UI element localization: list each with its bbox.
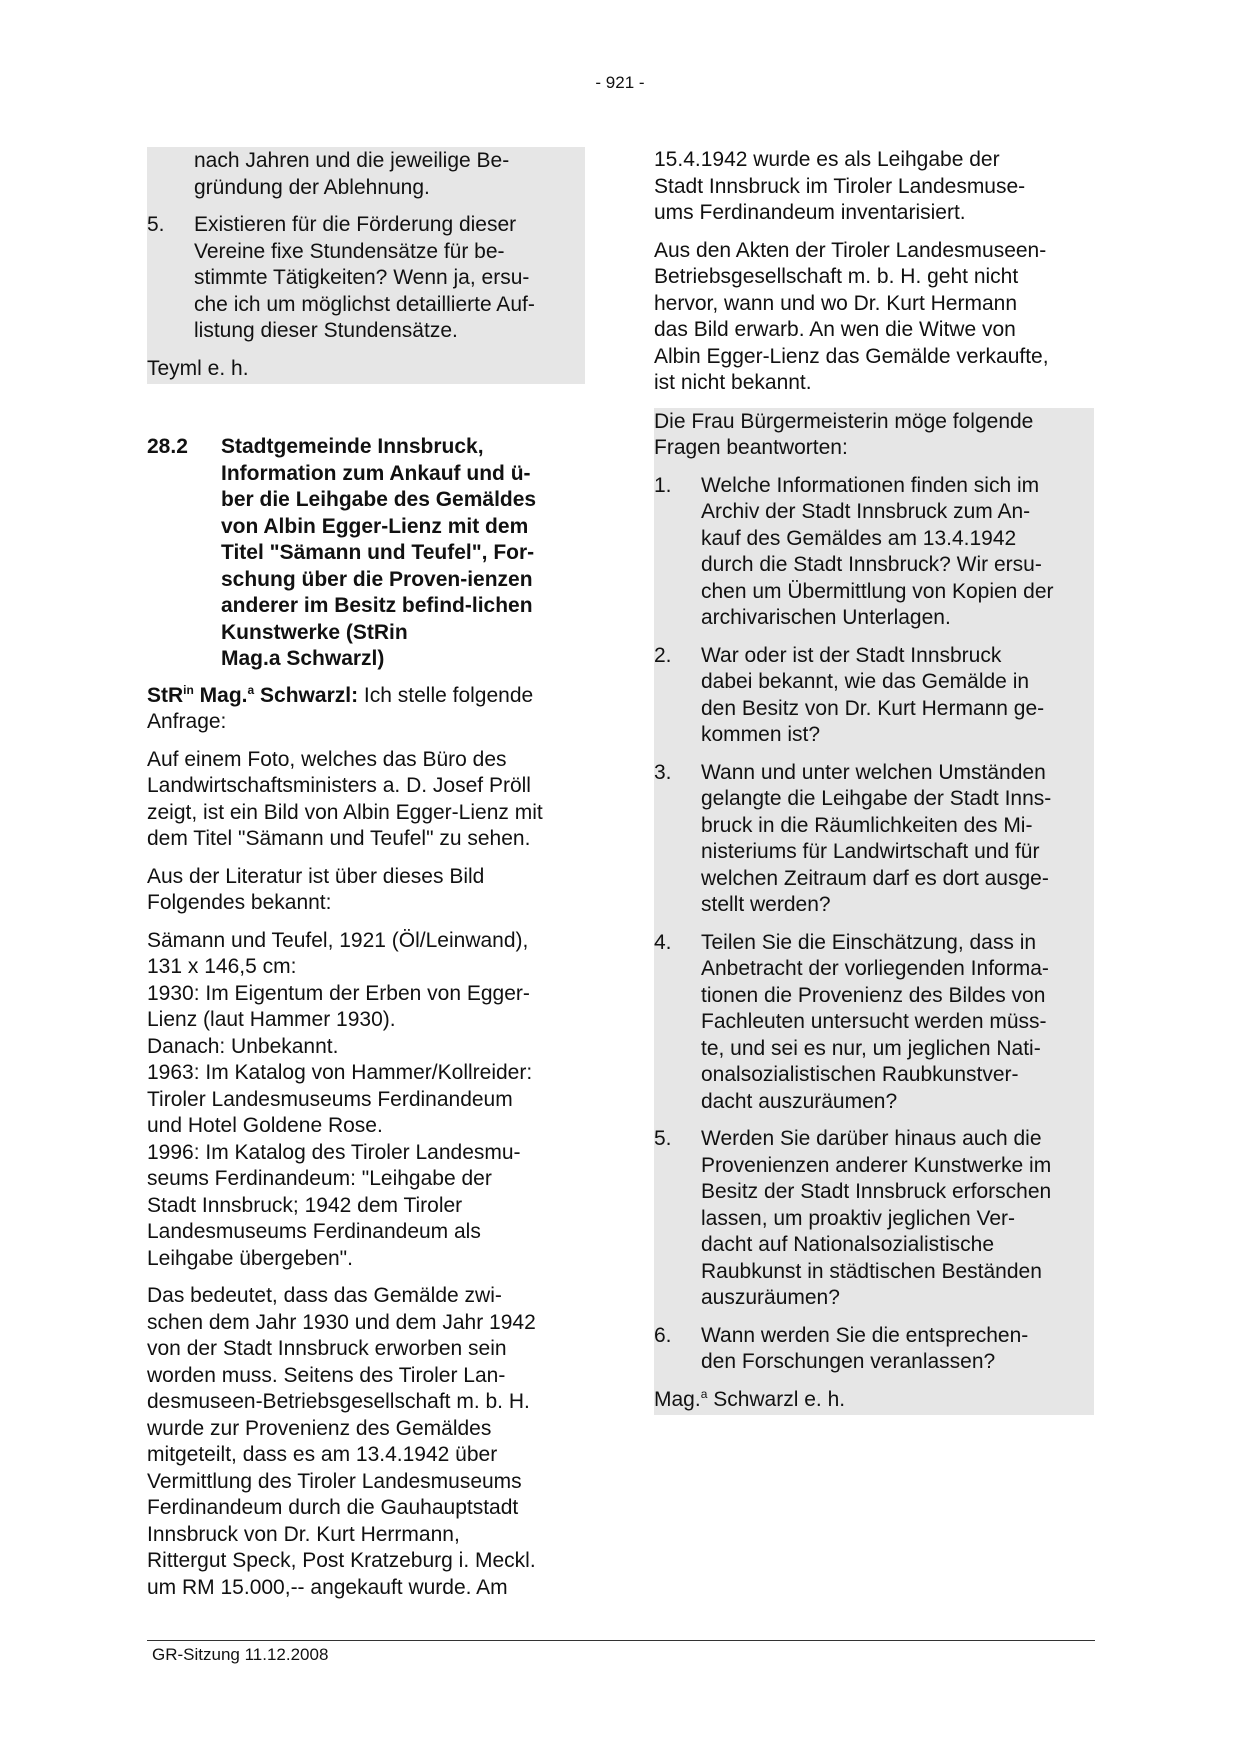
text-line: das Bild erwarb. An wen die Witwe von <box>654 318 1016 341</box>
question-text <box>701 643 1094 749</box>
text-line: dem Titel "Sämann und Teufel" zu sehen. <box>147 827 531 850</box>
previous-signature: Teyml e. h. <box>147 356 249 380</box>
text-line: Vereine fixe Stundensätze für be- <box>194 239 505 263</box>
text-line: Aus den Akten der Tiroler Landesmuseen- <box>654 238 1047 262</box>
text-line: Wann und unter welchen Umständen <box>701 760 1046 784</box>
text-line: wurde zur Provenienz des Gemäldes <box>147 1416 492 1440</box>
text-line: um RM 15.000,-- angekauft wurde. Am <box>147 1575 508 1599</box>
text-line: tionen die Provenienz des Bildes von <box>701 983 1046 1007</box>
text-line: che ich um möglichst detaillierte Auf- <box>194 292 535 316</box>
text-part: Schwarzl e. h. <box>707 1387 846 1411</box>
text-line: desmuseen-Betriebsgesellschaft m. b. H. <box>147 1390 530 1413</box>
text-line: Betriebsgesellschaft m. b. H. geht nicht <box>654 265 1019 288</box>
paragraph <box>147 1283 585 1601</box>
list-item <box>147 212 585 345</box>
text-line: von Albin Egger-Lienz mit dem <box>221 514 529 538</box>
page-number: - 921 - <box>595 73 645 92</box>
speaker-name <box>147 684 358 707</box>
text-line: lassen, um proaktiv jeglichen Ver- <box>701 1206 1015 1230</box>
text-line: von der Stadt Innsbruck erworben sein <box>147 1337 507 1360</box>
text-line: Folgendes bekannt: <box>147 891 332 914</box>
text-line: den Besitz von Dr. Kurt Hermann ge- <box>701 696 1045 720</box>
text-line: Wann werden Sie die entsprechen- <box>701 1323 1029 1347</box>
text-line: Ferdinandeum durch die Gauhauptstadt <box>147 1496 519 1519</box>
text-line: 15.4.1942 wurde es als Leihgabe der <box>654 148 1000 171</box>
superscript: a <box>700 1386 708 1401</box>
text-line: Stadt Innsbruck; 1942 dem Tiroler <box>147 1193 463 1217</box>
text-line: bruck in die Räumlichkeiten des Mi- <box>701 813 1033 837</box>
text-line: Kunstwerke (StRin <box>221 620 408 644</box>
question-item <box>654 473 1094 632</box>
text-line: chen um Übermittlung von Kopien der <box>701 579 1054 603</box>
text-line: Leihgabe übergeben". <box>147 1246 353 1270</box>
text-line: 1963: Im Katalog von Hammer/Kollreider: <box>147 1061 533 1084</box>
list-text <box>194 212 585 345</box>
agenda-item-title <box>221 434 585 673</box>
text-line: onalsozialistischen Raubkunstver- <box>701 1063 1019 1086</box>
text-line: 131 x 146,5 cm: <box>147 955 297 978</box>
text-line: kommen ist? <box>701 723 821 746</box>
question-number: 1. <box>654 473 672 497</box>
text-line: 1930: Im Eigentum der Erben von Egger- <box>147 981 530 1005</box>
text-line: seums Ferdinandeum: "Leihgabe der <box>147 1167 492 1190</box>
footer-session-label: GR-Sitzung 11.12.2008 <box>152 1645 329 1664</box>
text-line: durch die Stadt Innsbruck? Wir ersu- <box>701 553 1042 576</box>
previous-inquiry-tail <box>147 148 585 201</box>
text-line: nach Jahren und die jeweilige Be- <box>194 149 510 172</box>
text-line: Mag.a Schwarzl) <box>221 647 385 670</box>
superscript: a <box>247 682 255 697</box>
text-line: Stadt Innsbruck im Tiroler Landesmuse- <box>654 174 1026 198</box>
text-line: te, und sei es nur, um jeglichen Nati- <box>701 1036 1041 1060</box>
agenda-item-number: 28.2 <box>147 435 188 458</box>
text-line: Albin Egger-Lienz das Gemälde verkaufte, <box>654 344 1049 368</box>
text-line: dabei bekannt, wie das Gemälde in <box>701 670 1030 693</box>
question-item <box>654 930 1094 1116</box>
paragraph <box>147 928 585 1273</box>
question-number: 4. <box>654 930 672 954</box>
text-line: Innsbruck von Dr. Kurt Herrmann, <box>147 1522 460 1546</box>
text-line: zeigt, ist ein Bild von Albin Egger-Lienz mit <box>147 800 543 824</box>
question-text <box>701 930 1094 1116</box>
text-line: schen dem Jahr 1930 und dem Jahr 1942 <box>147 1310 536 1334</box>
question-number: 3. <box>654 760 672 784</box>
text-line: Teilen Sie die Einschätzung, dass in <box>701 930 1037 954</box>
text-line: mitgeteilt, dass es am 13.4.1942 über <box>147 1443 498 1466</box>
text-line: Provenienzen anderer Kunstwerke im <box>701 1153 1052 1177</box>
text-line: Aus der Literatur ist über dieses Bild <box>147 864 485 888</box>
text-line: ums Ferdinandeum inventarisiert. <box>654 201 966 224</box>
text-line: Anfrage: <box>147 710 227 733</box>
text-line: worden muss. Seitens des Tiroler Lan- <box>147 1363 506 1387</box>
text-line: welchen Zeitraum darf es dort ausge- <box>701 866 1049 890</box>
text-line: Danach: Unbekannt. <box>147 1034 339 1058</box>
question-number: 2. <box>654 643 672 667</box>
agenda-item-heading <box>147 434 585 673</box>
paragraph <box>147 747 585 853</box>
question-text <box>701 1323 1094 1376</box>
text-line: Vermittlung des Tiroler Landesmuseums <box>147 1469 522 1493</box>
text-line: anderer im Besitz befind-lichen <box>221 594 533 617</box>
inquiry-questions-block <box>654 408 1094 1416</box>
text-line: Das bedeutet, dass das Gemälde zwi- <box>147 1284 502 1307</box>
speaker-paragraph <box>147 683 585 736</box>
text-part: Ich stelle folgende <box>358 683 534 707</box>
text-line: den Forschungen veranlassen? <box>701 1350 996 1373</box>
text-line: ist nicht bekannt. <box>654 371 812 394</box>
text-line: Information zum Ankauf und ü- <box>221 461 531 485</box>
text-line: dacht auf Nationalsozialistische <box>701 1233 994 1256</box>
text-line: Werden Sie darüber hinaus auch die <box>701 1127 1042 1150</box>
text-line: Fachleuten untersucht werden müss- <box>701 1010 1047 1033</box>
text-line: Raubkunst in städtischen Beständen <box>701 1259 1042 1283</box>
text-line: listung dieser Stundensätze. <box>194 319 458 342</box>
footer-divider <box>147 1640 1095 1641</box>
question-text <box>701 473 1094 632</box>
text-line: Welche Informationen finden sich im <box>701 473 1040 497</box>
text-line: Landesmuseums Ferdinandeum als <box>147 1220 481 1243</box>
text-line: Besitz der Stadt Innsbruck erforschen <box>701 1180 1052 1203</box>
paragraph <box>654 238 1094 397</box>
left-column <box>147 147 585 1612</box>
question-item <box>654 760 1094 919</box>
text-line: dacht auszuräumen? <box>701 1089 898 1113</box>
text-part: StR <box>147 683 184 707</box>
text-line: Landwirtschaftsministers a. D. Josef Pröll <box>147 774 531 797</box>
paragraph <box>654 147 1094 227</box>
question-text <box>701 760 1094 919</box>
inquiry-intro <box>654 409 1094 462</box>
text-line: archivarischen Unterlagen. <box>701 606 951 629</box>
text-line: Stadtgemeinde Innsbruck, <box>221 435 484 458</box>
text-line: Anbetracht der vorliegenden Informa- <box>701 957 1049 980</box>
text-line: Archiv der Stadt Innsbruck zum An- <box>701 500 1031 523</box>
previous-inquiry-block <box>147 147 585 384</box>
question-item <box>654 1126 1094 1312</box>
text-line: Auf einem Foto, welches das Büro des <box>147 747 507 771</box>
right-column <box>654 147 1094 1415</box>
text-line: 1996: Im Katalog des Tiroler Landesmu- <box>147 1140 521 1164</box>
list-number: 5. <box>147 213 165 236</box>
text-line: Die Frau Bürgermeisterin möge folgende <box>654 409 1034 433</box>
text-line: Titel "Sämann und Teufel", For- <box>221 541 535 564</box>
question-item <box>654 643 1094 749</box>
text-part: Mag. <box>193 683 248 707</box>
text-line: kauf des Gemäldes am 13.4.1942 <box>701 526 1017 550</box>
text-line: War oder ist der Stadt Innsbruck <box>701 643 1002 667</box>
text-line: Tiroler Landesmuseums Ferdinandeum <box>147 1087 513 1111</box>
text-line: schung über die Proven-ienzen <box>221 567 533 591</box>
superscript: in <box>183 682 194 697</box>
text-line: Existieren für die Förderung dieser <box>194 213 517 236</box>
text-line: Fragen beantworten: <box>654 436 848 459</box>
text-line: Sämann und Teufel, 1921 (Öl/Leinwand), <box>147 928 529 952</box>
text-part: Mag. <box>654 1387 701 1411</box>
inquiry-signature <box>654 1387 1094 1414</box>
text-line: Rittergut Speck, Post Kratzeburg i. Meckl. <box>147 1549 536 1572</box>
question-number: 5. <box>654 1127 672 1150</box>
text-line: und Hotel Goldene Rose. <box>147 1114 383 1137</box>
text-line: nisteriums für Landwirtschaft und für <box>701 840 1040 863</box>
text-line: ber die Leihgabe des Gemäldes <box>221 488 537 511</box>
text-line: stellt werden? <box>701 893 831 916</box>
text-line: Lienz (laut Hammer 1930). <box>147 1008 396 1031</box>
question-number: 6. <box>654 1323 672 1347</box>
text-line: stimmte Tätigkeiten? Wenn ja, ersu- <box>194 266 530 289</box>
text-line: gründung der Ablehnung. <box>194 175 430 199</box>
question-text <box>701 1126 1094 1312</box>
text-part: Schwarzl: <box>254 683 359 707</box>
text-line: hervor, wann und wo Dr. Kurt Hermann <box>654 291 1018 315</box>
question-item <box>654 1323 1094 1376</box>
text-line: auszuräumen? <box>701 1286 840 1309</box>
text-line: gelangte die Leihgabe der Stadt Inns- <box>701 787 1052 810</box>
paragraph <box>147 864 585 917</box>
